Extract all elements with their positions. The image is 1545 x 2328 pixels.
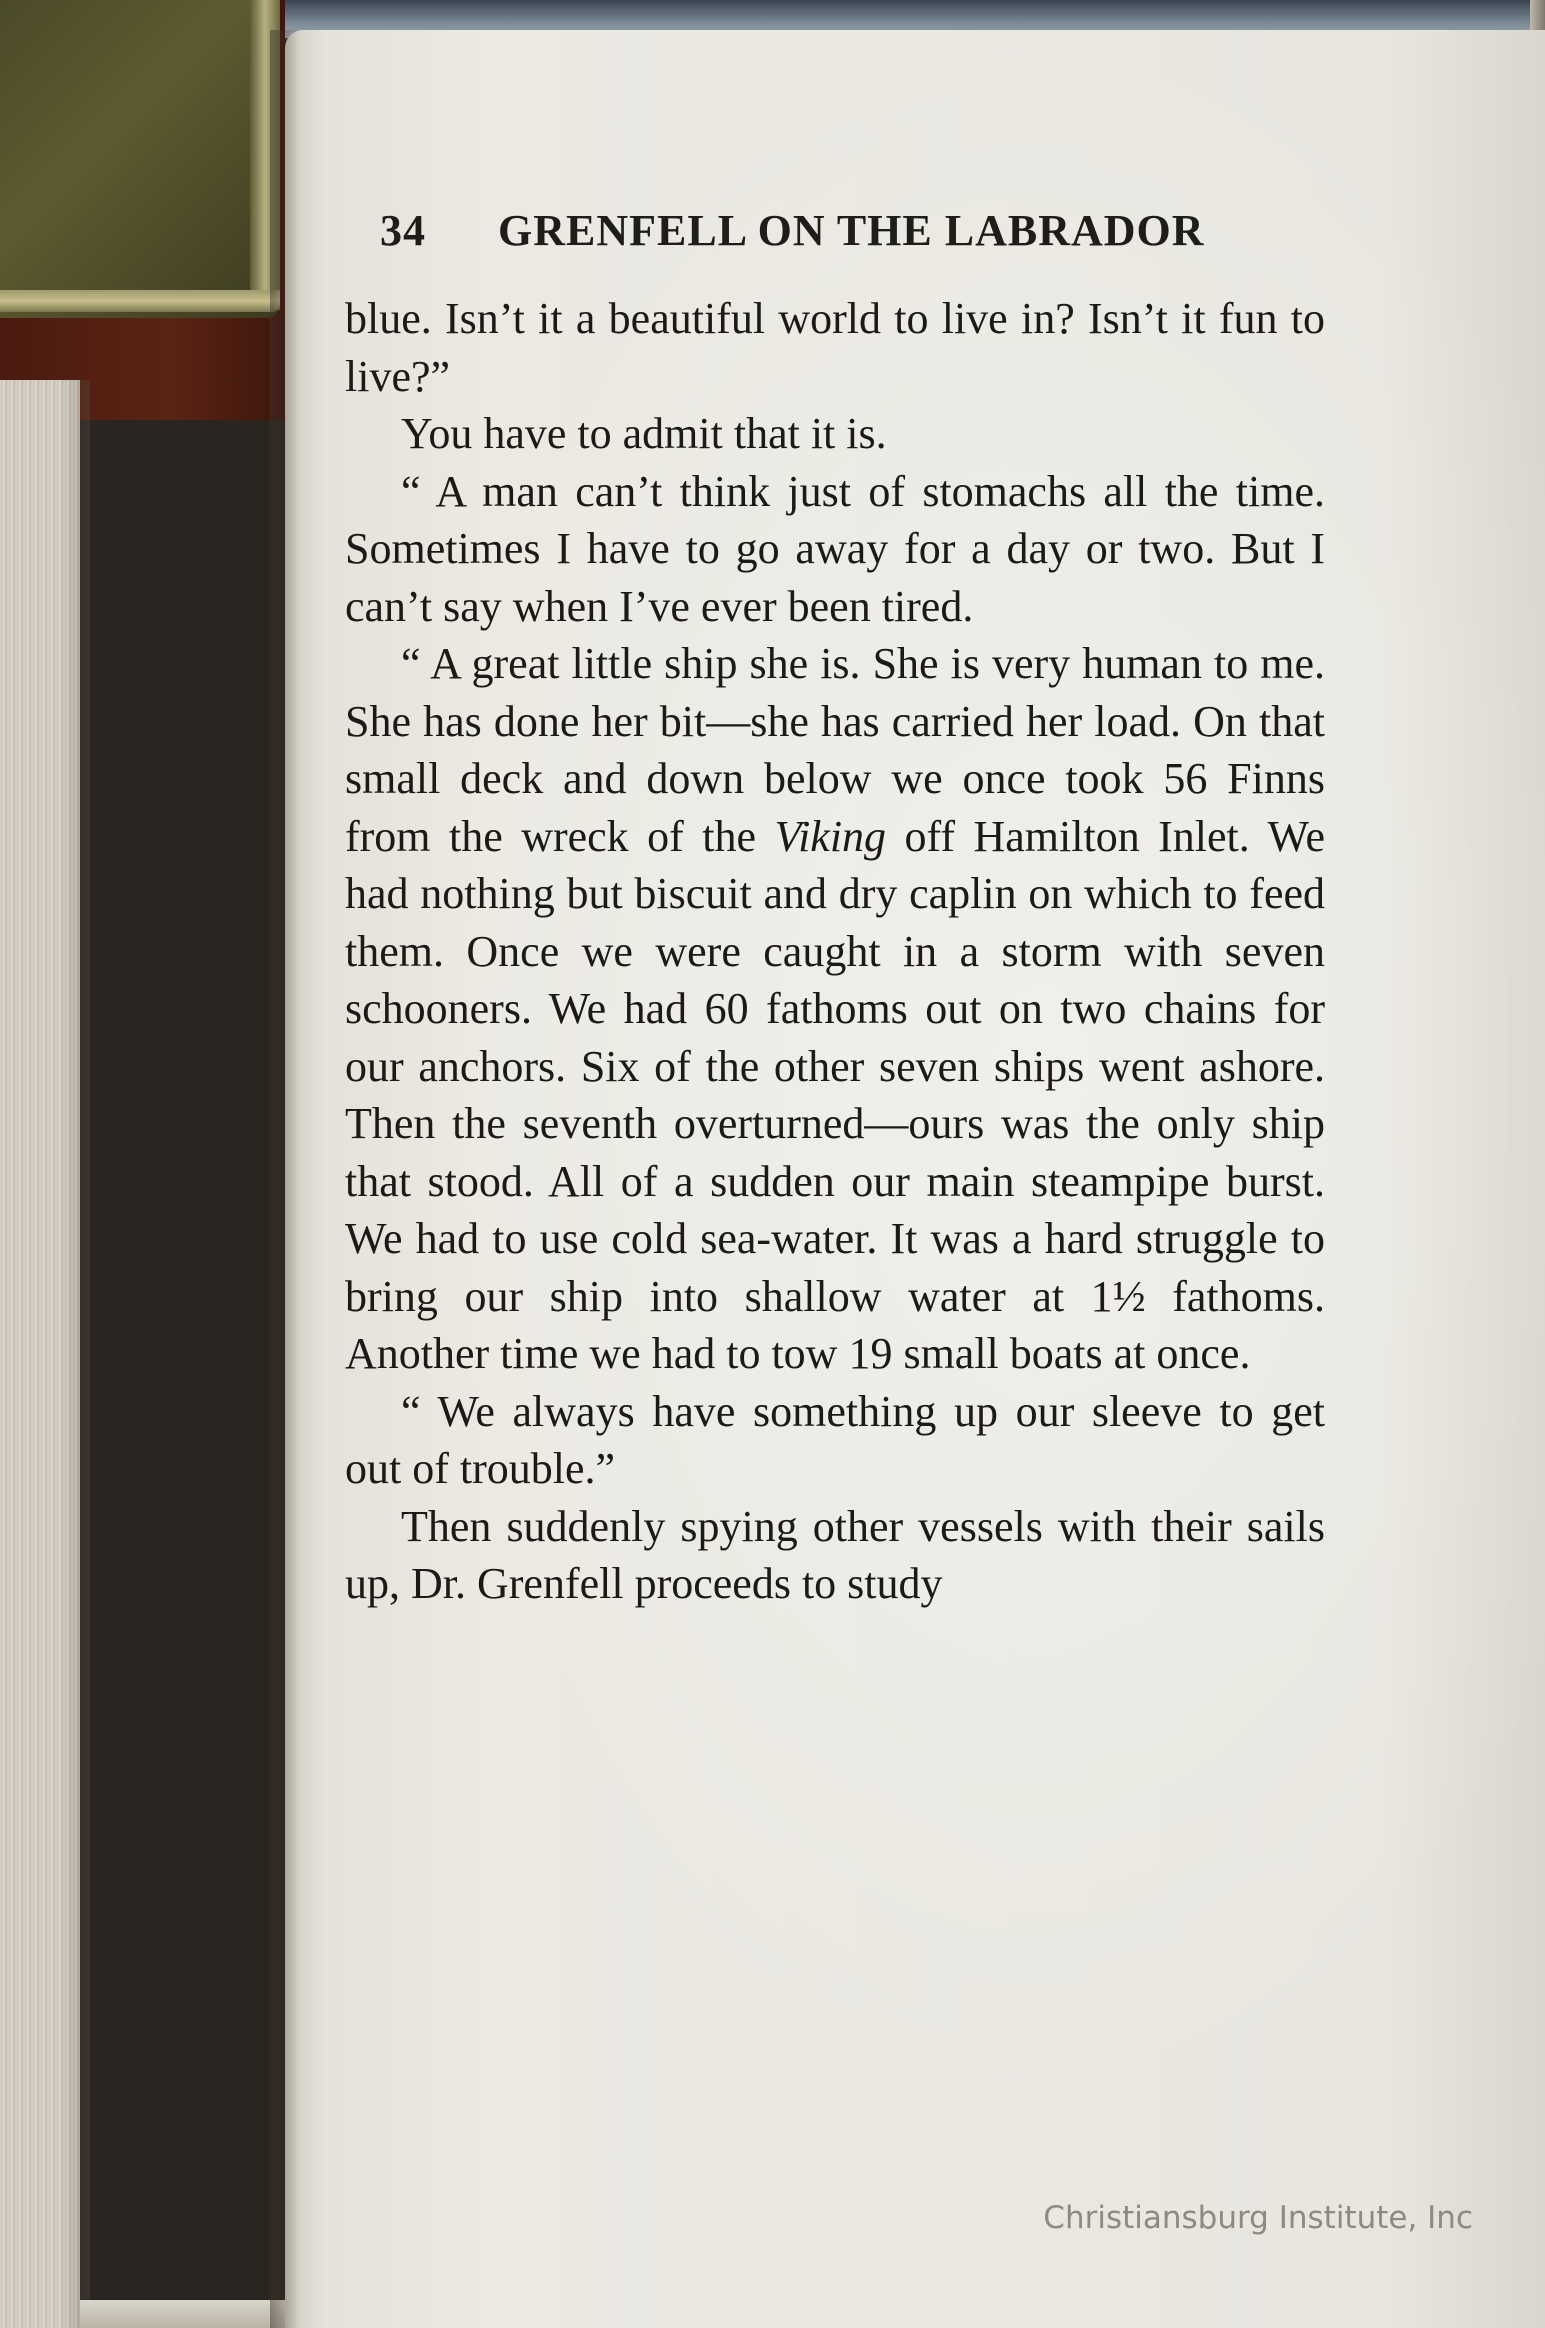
ship-name-italic: Viking — [774, 811, 887, 861]
paragraph-6: Then suddenly spying other vessels with their sails up, Dr. Grenfell proceeds to study — [345, 1501, 1325, 1608]
paragraph-4-part-2: off Hamilton Inlet. We had nothing but biscuit and dry caplin on which to feed them. Once we were caught in a storm with seven schooners. We had 60 fathoms out on two chains for our anchors. Six of the other seven ships went ashore. Then the seventh overturned—ours was the only ship that stood. All of a sudden our main steampipe burst. We had to use cold sea-water. It was a hard struggle to bring our ship into shallow water at 1½ fathoms. Another time we had to tow 19 small boats at once. — [345, 811, 1325, 1378]
paragraph-1: blue. Isn’t it a beautiful world to live in? Isn’t it fun to live?” — [345, 294, 1325, 401]
green-book — [0, 0, 278, 318]
paragraph-4 — [345, 635, 1325, 1383]
paragraph-5: “ We always have something up our sleeve to get out of trouble.” — [345, 1386, 1325, 1493]
page-stack-shade — [60, 380, 90, 2328]
page-number: 34 — [380, 206, 426, 255]
paragraph-4-part-1: “ A great little ship she is. She is very human to me. She has done her bit—she has carried her load. On that small deck and down below we once took 56 Finns from the wreck of the — [345, 639, 1325, 861]
paragraph-3: “ A man can’t think just of stomachs all the time. Sometimes I have to go away for a day or two. But I can’t say when I’ve ever been tired. — [345, 466, 1325, 631]
green-book-edge — [0, 290, 280, 312]
running-header — [380, 205, 1300, 265]
body-text — [345, 290, 1325, 1613]
running-title: GRENFELL ON THE LABRADOR — [498, 206, 1205, 255]
paragraph-2: You have to admit that it is. — [401, 409, 887, 458]
page-gutter-shadow — [270, 30, 300, 2328]
watermark: Christiansburg Institute, Inc — [1043, 2200, 1473, 2236]
